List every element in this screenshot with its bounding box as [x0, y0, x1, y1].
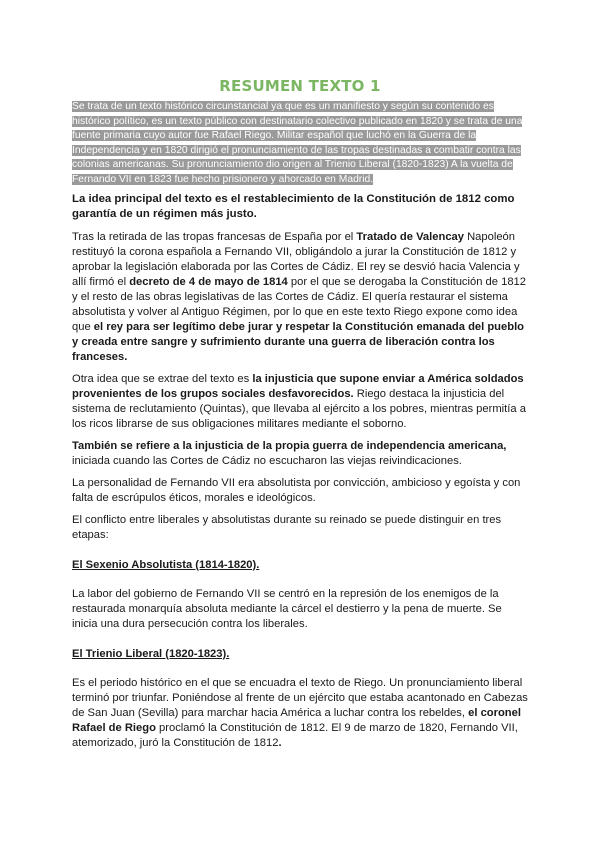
bold-run: el coronel Rafael de Riego [72, 706, 521, 734]
paragraph-america-soldiers [72, 372, 528, 432]
section-heading-sexenio: El Sexenio Absolutista (1814-1820). [72, 558, 260, 571]
bold-run: Tratado de Valencay [356, 230, 464, 243]
paragraph-independence-war [72, 439, 528, 469]
bold-run: el rey para ser legítimo debe jurar y respetar la Constitución emanada del pueblo y creada entre sangre y sufrimiento durante una guerra de liberación contra los franceses. [72, 320, 525, 363]
text-run: Es el periodo histórico en el que se encuadra el texto de Riego. Un pronunciamiento liberal terminó por triunfar. Poniéndose al frente de un ejército que estaba acantonado en Cabezas de San Juan (Sevilla) para marchar hacia América a luchar contra los rebeldes, [72, 676, 528, 719]
bold-run: la injusticia que supone enviar a América soldados provenientes de los grupos sociales desfavorecidos. [72, 372, 524, 400]
document-title: RESUMEN TEXTO 1 [219, 77, 381, 95]
intro-highlight-text: Se trata de un texto histórico circunstancial ya que es un manifiesto y según su contenido es histórico político, es un texto público con destinatario colectivo publicado en 1820 y se trata de una fuente primaria cuyo autor fue Rafael Riego. Militar español que luchó en la Guerra de la Independencia y en 1820 dirigió el pronunciamiento de las tropas destinadas a combatir contra las colonias americanas. Su pronunciamiento dio origen al Trienio Liberal (1820-1823) A la vuelta de Fernando VII en 1823 fue hecho prisionero y ahorcado en Madrid. [72, 101, 523, 185]
paragraph-valencay [72, 230, 528, 365]
bold-run: También se refiere a la injusticia de la propia guerra de independencia americana, [72, 439, 507, 452]
section-heading-trienio: El Trienio Liberal (1820-1823). [72, 647, 230, 660]
text-run: Napoleón restituyó la corona española a Fernando VII, obligándolo a jurar la Constitución de 1812 y aprobar la legislación elaborada por las Cortes de Cádiz. El rey se desvió hacia Valencia y allí firmó el [72, 230, 520, 288]
paragraph-personality: La personalidad de Fernando VII era absolutista por convicción, ambicioso y egoísta y con falta de escrúpulos éticos, morales e ideológicos. [72, 476, 521, 504]
intro-highlighted-paragraph [72, 100, 528, 188]
paragraph-conflict: El conflicto entre liberales y absolutistas durante su reinado se puede distinguir en tres etapas: [72, 513, 502, 541]
text-run: por el que se derogaba la Constitución de 1812 y el resto de las obras legislativas de las Cortes de Cádiz. El quería restaurar el sistema absolutista y volver al Antiguo Régimen, por lo que en este texto Riego expone como idea que [72, 275, 526, 333]
main-idea-paragraph: La idea principal del texto es el restablecimiento de la Constitución de 1812 como garantía de un régimen más justo. [72, 192, 515, 220]
text-run: proclamó la Constitución de 1812. El 9 de marzo de 1820, Fernando VII, atemorizado, juró la Constitución de 1812 [72, 721, 518, 749]
bold-run: decreto de 4 de mayo de 1814 [129, 275, 288, 288]
paragraph-sexenio: La labor del gobierno de Fernando VII se centró en la represión de los enemigos de la restaurada monarquía absoluta mediante la cárcel el destierro y la pena de muerte. Se inicia una dura persecución contra los liberales. [72, 587, 502, 630]
text-run: Otra idea que se extrae del texto es [72, 372, 253, 385]
text-run: iniciada cuando las Cortes de Cádiz no escucharon las viejas reivindicaciones. [72, 454, 462, 467]
text-run: Tras la retirada de las tropas francesas de España por el [72, 230, 357, 243]
paragraph-trienio [72, 676, 528, 751]
text-run: Riego destaca la injusticia del sistema de reclutamiento (Quintas), que llevaba al ejército a los pobres, mientras permitía a los ricos librarse de sus obligaciones militares mediante el soborno. [72, 387, 526, 430]
bold-run: . [278, 736, 282, 749]
